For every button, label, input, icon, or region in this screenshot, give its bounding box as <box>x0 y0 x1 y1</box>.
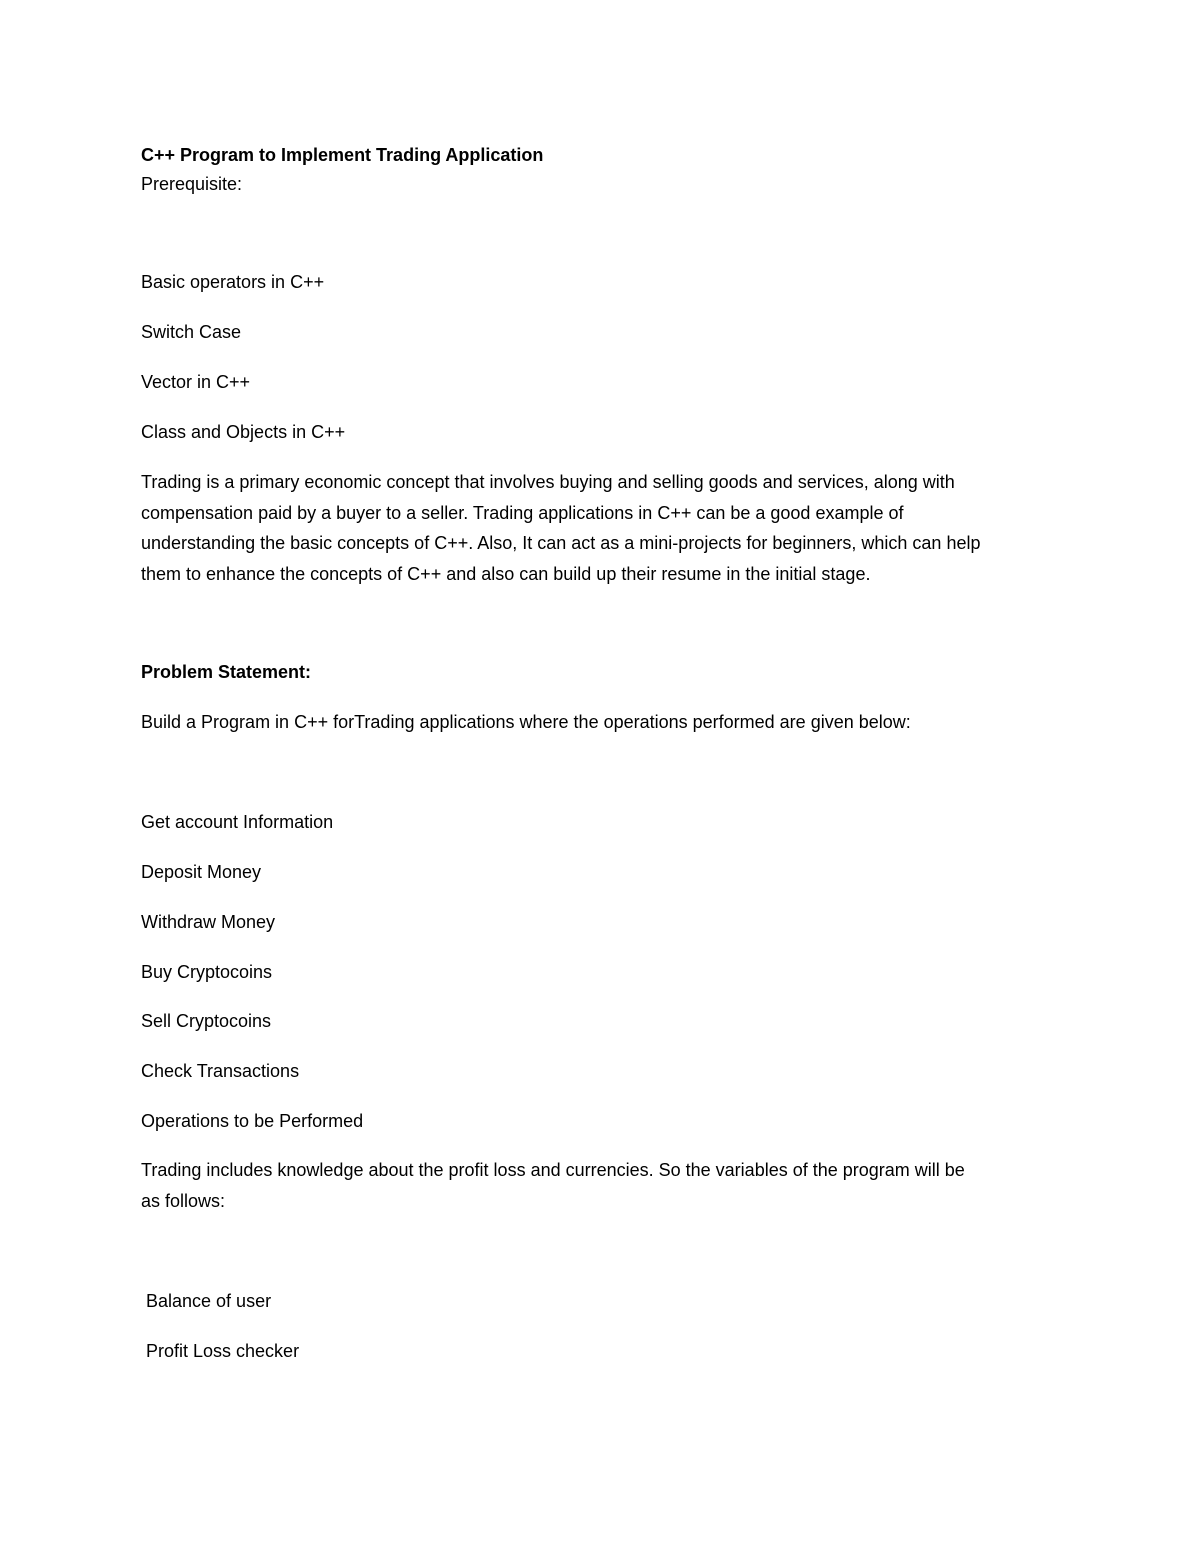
variables-intro-line: Trading includes knowledge about the profit loss and currencies. So the variables of the program will be <box>141 1160 965 1180</box>
operation-item: Withdraw Money <box>141 912 276 932</box>
variables-intro-paragraph <box>141 1155 1061 1216</box>
prerequisite-item: Switch Case <box>141 322 242 342</box>
intro-line: understanding the basic concepts of C++. Also, It can act as a mini-projects for beginners, which can help <box>141 533 981 553</box>
operation-item: Check Transactions <box>141 1061 300 1081</box>
variables-intro-line: as follows: <box>141 1190 226 1211</box>
operation-item: Sell Cryptocoins <box>141 1011 272 1031</box>
operation-item: Buy Cryptocoins <box>141 962 273 982</box>
document-title: C++ Program to Implement Trading Application <box>141 145 544 165</box>
prerequisite-item: Vector in C++ <box>141 372 251 392</box>
intro-line: them to enhance the concepts of C++ and also can build up their resume in the initial stage. <box>141 563 871 584</box>
prerequisite-item: Class and Objects in C++ <box>141 422 346 442</box>
intro-paragraph <box>141 467 1061 589</box>
operation-item: Operations to be Performed <box>141 1111 364 1131</box>
variable-item: Balance of user <box>146 1291 272 1311</box>
problem-heading: Problem Statement: <box>141 662 312 682</box>
operation-item: Deposit Money <box>141 862 262 882</box>
prerequisite-label: Prerequisite: <box>141 174 243 194</box>
prerequisite-item: Basic operators in C++ <box>141 272 325 292</box>
intro-line: compensation paid by a buyer to a seller. Trading applications in C++ can be a good example of <box>141 502 904 523</box>
variable-item: Profit Loss checker <box>146 1341 300 1361</box>
problem-text: Build a Program in C++ forTrading applications where the operations performed are given below: <box>141 712 911 732</box>
operation-item: Get account Information <box>141 812 334 832</box>
intro-line: Trading is a primary economic concept that involves buying and selling goods and services, along with <box>141 472 955 492</box>
